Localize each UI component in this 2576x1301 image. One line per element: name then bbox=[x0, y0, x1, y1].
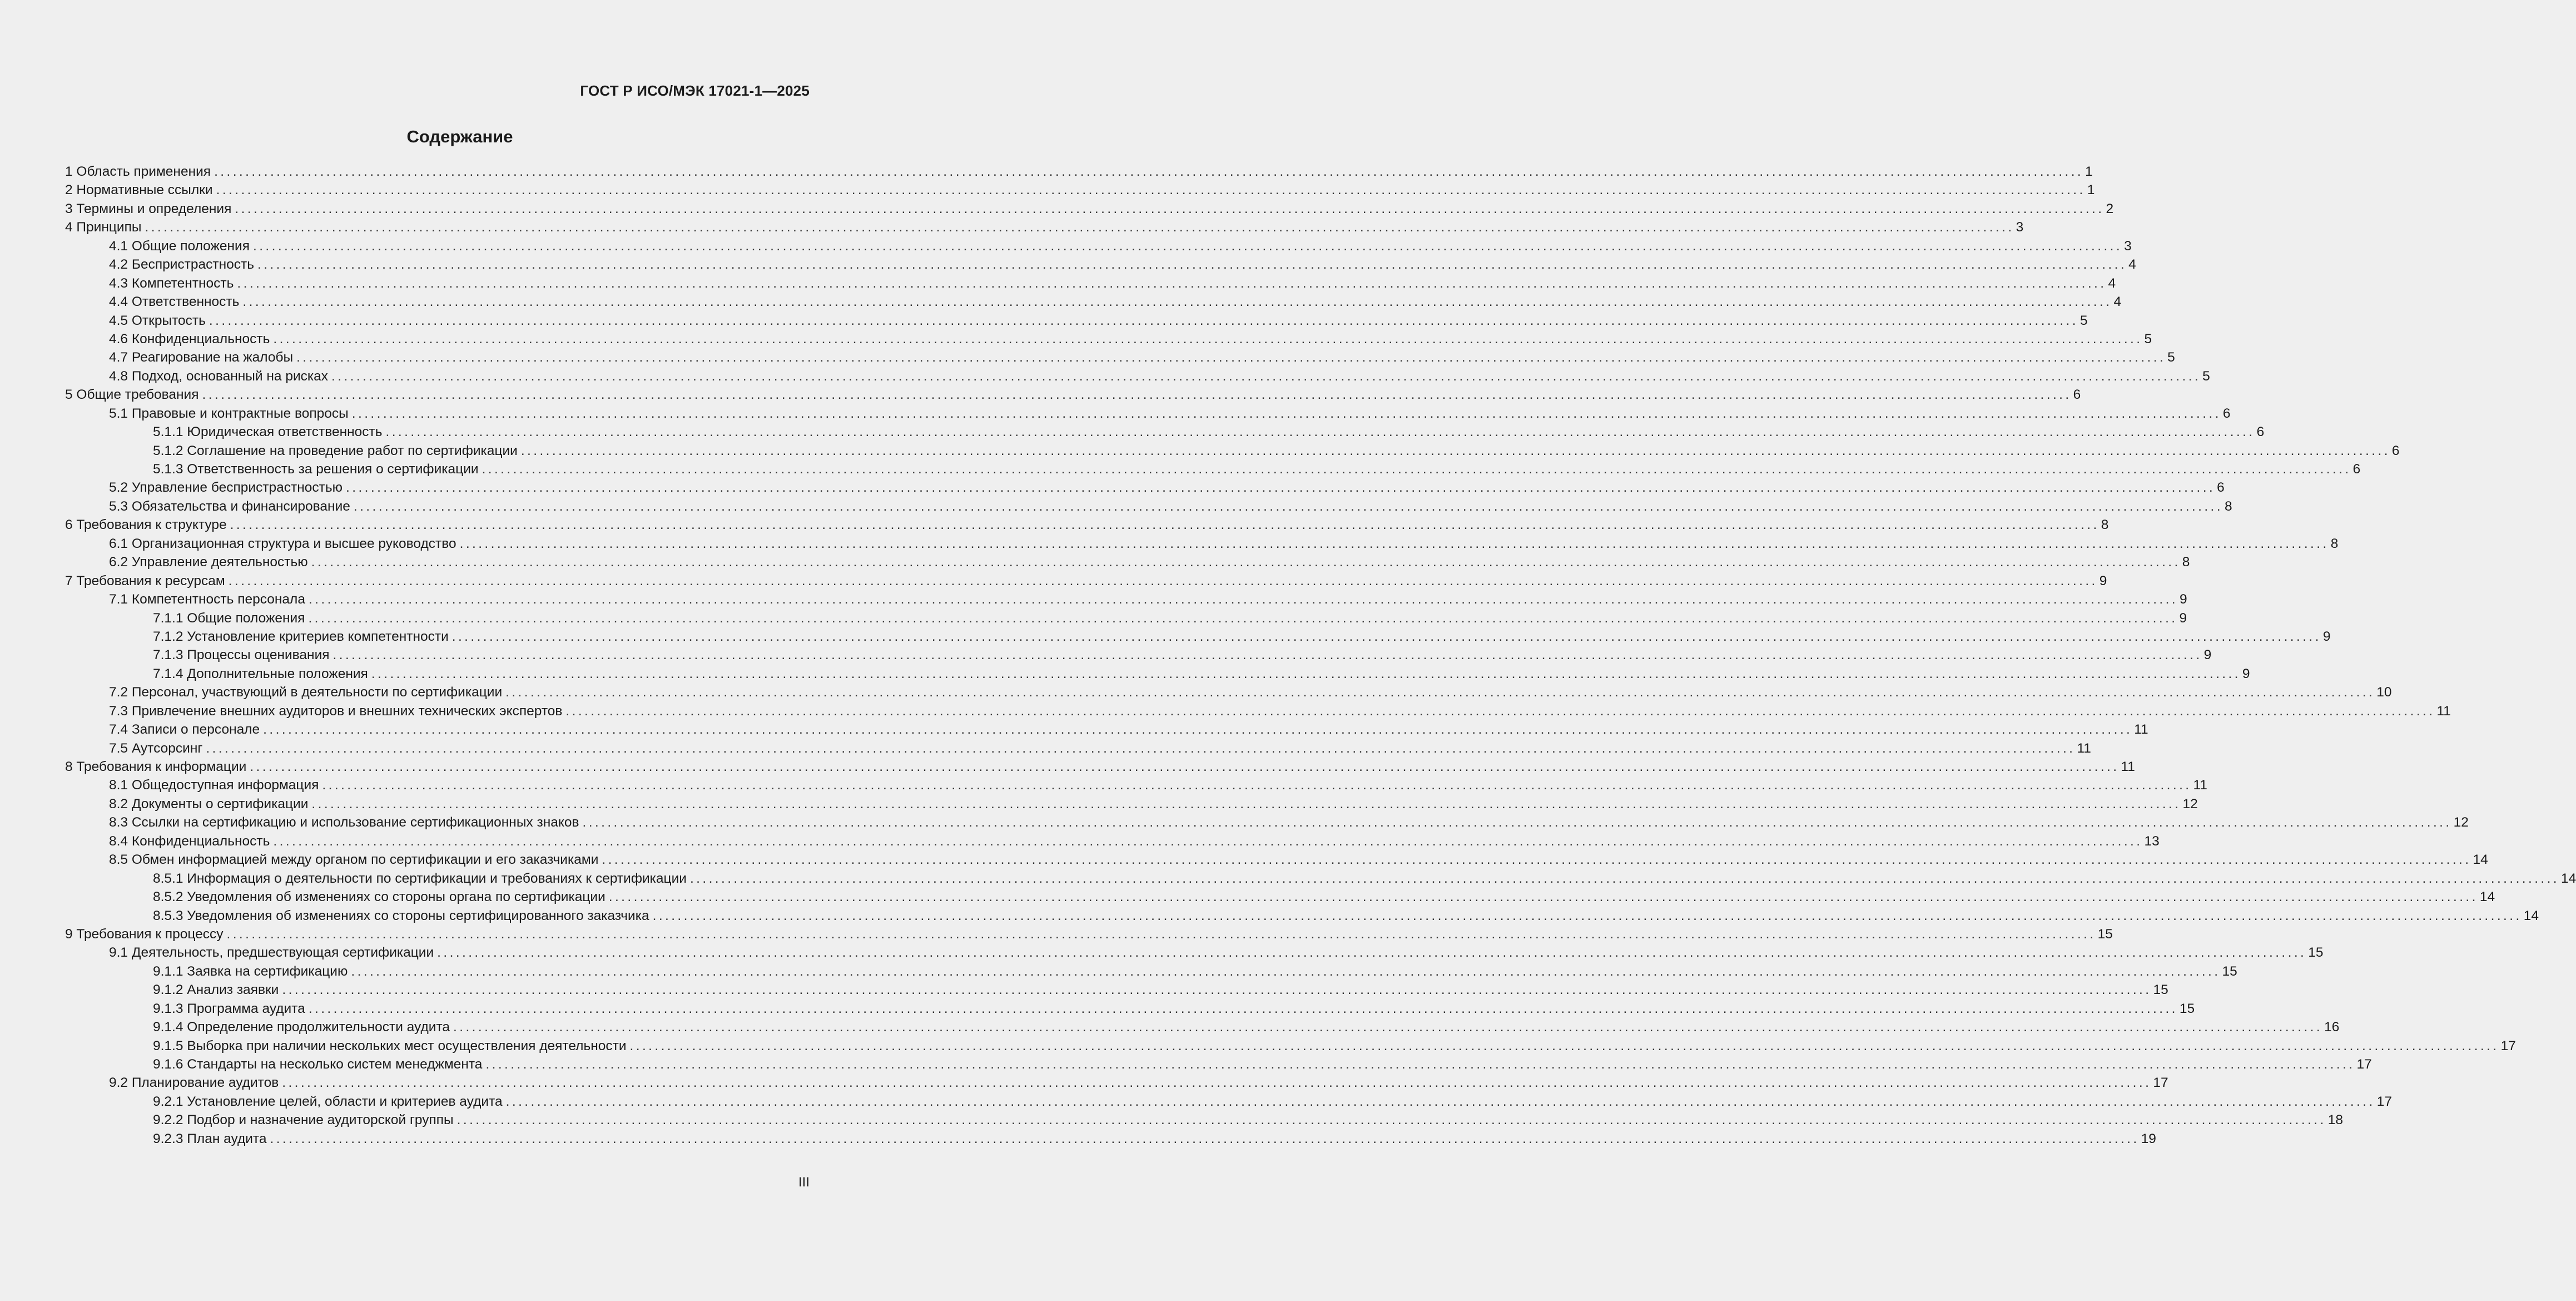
dot-leader: ............................................................................................................................................................................................................................................................................................................ bbox=[257, 257, 2127, 273]
toc-entry-page: 17 bbox=[2356, 1057, 2372, 1072]
toc-entry[interactable] bbox=[65, 665, 2250, 683]
dot-leader: ............................................................................................................................................................................................................................................................................................................ bbox=[282, 1075, 2152, 1091]
toc-entry[interactable] bbox=[65, 181, 2095, 199]
toc-entry-page: 8 bbox=[2182, 555, 2190, 570]
toc-entry-title: 7.1.2 Установление критериев компетентности bbox=[153, 629, 449, 644]
toc-entry[interactable] bbox=[65, 460, 2361, 478]
toc-entry-page: 14 bbox=[2523, 908, 2539, 923]
toc-entry[interactable] bbox=[65, 850, 2488, 869]
toc-entry[interactable] bbox=[65, 1055, 2372, 1074]
toc-entry-title: 1 Область применения bbox=[65, 164, 211, 179]
dot-leader: ............................................................................................................................................................................................................................................................................................................ bbox=[608, 889, 2478, 905]
toc-entry[interactable] bbox=[65, 1018, 2340, 1036]
toc-entry-page: 12 bbox=[2182, 796, 2198, 812]
dot-leader: ............................................................................................................................................................................................................................................................................................................ bbox=[520, 443, 2390, 458]
toc-entry-page: 9 bbox=[2322, 629, 2331, 644]
toc-entry-page: 9 bbox=[2242, 666, 2250, 681]
toc-entry-page: 8 bbox=[2224, 498, 2232, 514]
toc-entry-title: 9.1.1 Заявка на сертификацию bbox=[153, 963, 348, 979]
toc-entry-page: 15 bbox=[2179, 1001, 2195, 1016]
dot-leader: ............................................................................................................................................................................................................................................................................................................ bbox=[282, 982, 2152, 998]
toc-entry-page: 6 bbox=[2073, 387, 2081, 403]
dot-leader: ............................................................................................................................................................................................................................................................................................................ bbox=[485, 1057, 2355, 1072]
dot-leader: ............................................................................................................................................................................................................................................................................................................ bbox=[331, 368, 2201, 384]
toc-entry-title: 7.4 Записи о персонале bbox=[109, 722, 260, 738]
toc-entry[interactable] bbox=[65, 516, 2109, 534]
toc-entry-page: 9 bbox=[2180, 592, 2187, 607]
toc-entry-title: 3 Термины и определения bbox=[65, 201, 232, 216]
toc-entry-title: 7.1.4 Дополнительные положения bbox=[153, 666, 368, 681]
dot-leader: ............................................................................................................................................................................................................................................................................................................ bbox=[602, 852, 2471, 868]
toc-entry-title: 8.1 Общедоступная информация bbox=[109, 778, 319, 793]
toc-entry-title: 4.4 Ответственность bbox=[109, 294, 240, 310]
dot-leader: ............................................................................................................................................................................................................................................................................................................ bbox=[346, 480, 2216, 496]
toc-entry-title: 9.2 Планирование аудитов bbox=[109, 1075, 279, 1091]
toc-entry-page: 4 bbox=[2113, 294, 2122, 310]
toc-entry[interactable] bbox=[65, 1130, 2156, 1148]
toc-entry-page: 19 bbox=[2141, 1131, 2156, 1146]
toc-entry-page: 9 bbox=[2203, 647, 2212, 663]
toc-entry-title: 7.1.3 Процессы оценивания bbox=[153, 647, 330, 663]
dot-leader: ............................................................................................................................................................................................................................................................................................................ bbox=[253, 238, 2123, 254]
dot-leader: ............................................................................................................................................................................................................................................................................................................ bbox=[565, 703, 2435, 719]
toc-entry-page: 18 bbox=[2327, 1112, 2343, 1128]
dot-leader: ............................................................................................................................................................................................................................................................................................................ bbox=[459, 536, 2329, 551]
toc-entry-page: 1 bbox=[2085, 164, 2093, 179]
toc-entry-page: 1 bbox=[2087, 182, 2095, 198]
toc-entry-title: 9.2.1 Установление целей, области и критериев аудита bbox=[153, 1094, 503, 1109]
toc-entry[interactable] bbox=[65, 218, 2024, 236]
toc-entry-page: 6 bbox=[2222, 405, 2231, 421]
dot-leader: ............................................................................................................................................................................................................................................................................................................ bbox=[385, 424, 2255, 440]
toc-entry-page: 4 bbox=[2108, 275, 2116, 291]
toc-entry-title: 5.1.2 Соглашение на проведение работ по сертификации bbox=[153, 443, 518, 458]
toc-entry[interactable] bbox=[65, 348, 2175, 367]
dot-leader: ............................................................................................................................................................................................................................................................................................................ bbox=[371, 666, 2241, 681]
toc-entry[interactable] bbox=[65, 758, 2135, 776]
toc-entry-page: 6 bbox=[2256, 424, 2265, 440]
toc-entry[interactable] bbox=[65, 162, 2093, 181]
dot-leader: ............................................................................................................................................................................................................................................................................................................ bbox=[689, 870, 2560, 886]
dot-leader: ............................................................................................................................................................................................................................................................................................................ bbox=[351, 963, 2221, 979]
toc-entry[interactable] bbox=[65, 646, 2212, 664]
toc-entry-title: 9.2.2 Подбор и назначение аудиторской группы bbox=[153, 1112, 454, 1128]
toc-entry-page: 11 bbox=[2121, 759, 2135, 774]
toc-entry-title: 5.2 Управление беспристрастностью bbox=[109, 480, 343, 496]
toc-entry-page: 5 bbox=[2144, 331, 2152, 347]
toc-entry[interactable] bbox=[65, 720, 2148, 739]
toc-entry[interactable] bbox=[65, 237, 2132, 255]
dot-leader: ............................................................................................................................................................................................................................................................................................................ bbox=[235, 201, 2105, 216]
dot-leader: ............................................................................................................................................................................................................................................................................................................ bbox=[582, 815, 2452, 830]
toc-entry-page: 14 bbox=[2473, 852, 2488, 868]
toc-entry-page: 5 bbox=[2167, 350, 2175, 365]
dot-leader: ............................................................................................................................................................................................................................................................................................................ bbox=[296, 350, 2166, 365]
toc-entry[interactable] bbox=[65, 274, 2116, 293]
dot-leader: ............................................................................................................................................................................................................................................................................................................ bbox=[242, 294, 2112, 310]
toc-entry-title: 9.1.3 Программа аудита bbox=[153, 1001, 305, 1016]
toc-entry-page: 8 bbox=[2101, 517, 2109, 533]
toc-entry-title: 4.7 Реагирование на жалобы bbox=[109, 350, 294, 365]
dot-leader: ............................................................................................................................................................................................................................................................................................................ bbox=[216, 182, 2086, 198]
toc-entry-title: 4.3 Компетентность bbox=[109, 275, 234, 291]
toc-entry-page: 6 bbox=[2391, 443, 2400, 458]
toc-entry[interactable] bbox=[65, 627, 2331, 646]
toc-entry-title: 5.3 Обязательства и финансирование bbox=[109, 498, 350, 514]
toc-entry-title: 9.1.4 Определение продолжительности аудита bbox=[153, 1020, 450, 1035]
toc-entry-title: 8.3 Ссылки на сертификацию и использование сертификационных знаков bbox=[109, 815, 579, 830]
toc-entry[interactable] bbox=[65, 553, 2190, 571]
toc-entry-title: 6.2 Управление деятельностью bbox=[109, 555, 308, 570]
toc-entry-title: 5.1.1 Юридическая ответственность bbox=[153, 424, 383, 440]
toc-entry[interactable] bbox=[65, 869, 2576, 888]
toc-entry-page: 13 bbox=[2144, 833, 2160, 849]
toc-entry-page: 10 bbox=[2376, 685, 2392, 700]
toc-entry[interactable] bbox=[65, 776, 2207, 794]
toc-entry-title: 4 Принципы bbox=[65, 220, 142, 235]
toc-entry-page: 6 bbox=[2352, 462, 2361, 477]
toc-entry[interactable] bbox=[65, 478, 2225, 497]
dot-leader: ............................................................................................................................................................................................................................................................................................................ bbox=[308, 610, 2178, 626]
toc-entry[interactable] bbox=[65, 572, 2107, 590]
dot-leader: ............................................................................................................................................................................................................................................................................................................ bbox=[353, 498, 2223, 514]
toc-entry-page: 11 bbox=[2436, 703, 2451, 719]
dot-leader: ............................................................................................................................................................................................................................................................................................................ bbox=[263, 722, 2133, 738]
toc-entry-page: 9 bbox=[2099, 573, 2107, 588]
toc-title: Содержание bbox=[406, 127, 513, 146]
toc-entry-title: 9.1.5 Выборка при наличии нескольких мест осуществления деятельности bbox=[153, 1038, 627, 1053]
toc-entry-title: 4.1 Общие положения bbox=[109, 238, 250, 254]
toc-entry-page: 2 bbox=[2106, 201, 2114, 216]
dot-leader: ............................................................................................................................................................................................................................................................................................................ bbox=[209, 313, 2078, 328]
toc-entry-title: 8.5.1 Информация о деятельности по сертификации и требованиях к сертификации bbox=[153, 870, 687, 886]
toc-entry-title: 7.2 Персонал, участвующий в деятельности по сертификации bbox=[109, 685, 503, 700]
toc-entry-title: 9 Требования к процессу bbox=[65, 926, 224, 942]
toc-entry-page: 5 bbox=[2079, 313, 2088, 328]
dot-leader: ............................................................................................................................................................................................................................................................................................................ bbox=[206, 740, 2076, 756]
toc-entry-title: 4.5 Открытость bbox=[109, 313, 206, 328]
toc-entry-page: 12 bbox=[2453, 815, 2469, 830]
toc-entry-title: 4.2 Беспристрастность bbox=[109, 257, 254, 273]
toc-entry-page: 11 bbox=[2193, 778, 2207, 793]
toc-entry-title: 4.8 Подход, основанный на рисках bbox=[109, 368, 329, 384]
dot-leader: ............................................................................................................................................................................................................................................................................................................ bbox=[311, 796, 2181, 812]
toc-entry-page: 17 bbox=[2153, 1075, 2168, 1091]
toc-entry-page: 15 bbox=[2097, 926, 2113, 942]
toc-entry[interactable] bbox=[65, 739, 2091, 758]
dot-leader: ............................................................................................................................................................................................................................................................................................................ bbox=[308, 1001, 2178, 1016]
toc-entry[interactable] bbox=[65, 795, 2198, 813]
dot-leader: ............................................................................................................................................................................................................................................................................................................ bbox=[456, 1112, 2326, 1128]
toc-entry[interactable] bbox=[65, 311, 2088, 330]
toc-entry-page: 3 bbox=[2124, 238, 2132, 254]
toc-entry-title: 9.1.6 Стандарты на несколько систем менеджмента bbox=[153, 1057, 483, 1072]
dot-leader: ............................................................................................................................................................................................................................................................................................................ bbox=[250, 759, 2120, 774]
toc-entry[interactable] bbox=[65, 962, 2237, 981]
toc-entry-title: 7.3 Привлечение внешних аудиторов и внешних технических экспертов bbox=[109, 703, 563, 719]
dot-leader: ............................................................................................................................................................................................................................................................................................................ bbox=[451, 629, 2321, 644]
table-of-contents bbox=[65, 162, 2576, 1148]
toc-entry-title: 2 Нормативные ссылки bbox=[65, 182, 213, 198]
toc-entry-page: 17 bbox=[2500, 1038, 2516, 1053]
toc-entry-title: 8 Требования к информации bbox=[65, 759, 247, 774]
dot-leader: ............................................................................................................................................................................................................................................................................................................ bbox=[629, 1038, 2499, 1053]
toc-entry[interactable] bbox=[65, 330, 2152, 348]
toc-entry-title: 6 Требования к структуре bbox=[65, 517, 227, 533]
dot-leader: ............................................................................................................................................................................................................................................................................................................ bbox=[332, 647, 2202, 663]
toc-entry[interactable] bbox=[65, 832, 2160, 850]
toc-entry-title: 4.6 Конфиденциальность bbox=[109, 331, 270, 347]
toc-entry[interactable] bbox=[65, 943, 2324, 962]
dot-leader: ............................................................................................................................................................................................................................................................................................................ bbox=[311, 555, 2181, 570]
dot-leader: ............................................................................................................................................................................................................................................................................................................ bbox=[322, 778, 2192, 793]
toc-entry-page: 16 bbox=[2324, 1020, 2340, 1035]
toc-entry-page: 11 bbox=[2077, 740, 2091, 756]
toc-entry-title: 8.5.2 Уведомления об изменениях со стороны органа по сертификации bbox=[153, 889, 605, 905]
toc-entry[interactable] bbox=[65, 888, 2495, 906]
toc-entry[interactable] bbox=[65, 367, 2210, 385]
toc-entry-page: 14 bbox=[2561, 870, 2576, 886]
toc-entry-page: 15 bbox=[2153, 982, 2168, 998]
toc-entry[interactable] bbox=[65, 404, 2231, 423]
toc-entry[interactable] bbox=[65, 925, 2113, 943]
toc-entry[interactable] bbox=[65, 442, 2400, 460]
toc-entry[interactable] bbox=[65, 423, 2265, 441]
toc-entry-page: 15 bbox=[2308, 945, 2324, 961]
toc-entry-title: 9.1 Деятельность, предшествующая сертификации bbox=[109, 945, 434, 961]
toc-entry[interactable] bbox=[65, 255, 2136, 274]
dot-leader: ............................................................................................................................................................................................................................................................................................................ bbox=[214, 164, 2084, 179]
toc-entry[interactable] bbox=[65, 1074, 2168, 1092]
dot-leader: ............................................................................................................................................................................................................................................................................................................ bbox=[237, 275, 2107, 291]
toc-entry[interactable] bbox=[65, 535, 2339, 553]
toc-entry-title: 8.5.3 Уведомления об изменениях со стороны сертифицированного заказчика bbox=[153, 908, 649, 923]
toc-entry-page: 6 bbox=[2217, 480, 2225, 496]
toc-entry-page: 11 bbox=[2134, 722, 2148, 738]
toc-entry-title: 8.2 Документы о сертификации bbox=[109, 796, 309, 812]
toc-entry-page: 3 bbox=[2016, 220, 2024, 235]
toc-entry[interactable] bbox=[65, 385, 2081, 404]
toc-entry-title: 5.1.3 Ответственность за решения о сертификации bbox=[153, 462, 479, 477]
toc-entry[interactable] bbox=[65, 497, 2232, 516]
toc-entry-page: 4 bbox=[2128, 257, 2136, 273]
toc-entry-title: 6.1 Организационная структура и высшее руководство bbox=[109, 536, 456, 551]
toc-entry[interactable] bbox=[65, 200, 2114, 218]
dot-leader: ............................................................................................................................................................................................................................................................................................................ bbox=[228, 573, 2098, 588]
dot-leader: ............................................................................................................................................................................................................................................................................................................ bbox=[202, 387, 2072, 403]
toc-entry-title: 7.5 Аутсорсинг bbox=[109, 740, 203, 756]
dot-leader: ............................................................................................................................................................................................................................................................................................................ bbox=[437, 945, 2307, 961]
dot-leader: ............................................................................................................................................................................................................................................................................................................ bbox=[351, 405, 2221, 421]
toc-entry-title: 8.4 Конфиденциальность bbox=[109, 833, 270, 849]
dot-leader: ............................................................................................................................................................................................................................................................................................................ bbox=[226, 926, 2096, 942]
dot-leader: ............................................................................................................................................................................................................................................................................................................ bbox=[652, 908, 2522, 923]
toc-entry[interactable] bbox=[65, 1111, 2343, 1129]
toc-entry-title: 8.5 Обмен информацией между органом по сертификации и его заказчиками bbox=[109, 852, 599, 868]
toc-entry-title: 7.1 Компетентность персонала bbox=[109, 592, 305, 607]
toc-entry-page: 15 bbox=[2222, 963, 2237, 979]
toc-entry[interactable] bbox=[65, 813, 2469, 832]
toc-entry-page: 8 bbox=[2330, 536, 2339, 551]
toc-entry[interactable] bbox=[65, 683, 2392, 701]
toc-entry-title: 9.1.2 Анализ заявки bbox=[153, 982, 279, 998]
dot-leader: ............................................................................................................................................................................................................................................................................................................ bbox=[453, 1020, 2323, 1035]
toc-entry[interactable] bbox=[65, 1092, 2392, 1111]
toc-entry-title: 7.1.1 Общие положения bbox=[153, 610, 305, 626]
toc-entry[interactable] bbox=[65, 907, 2539, 925]
toc-entry[interactable] bbox=[65, 590, 2187, 609]
toc-entry-page: 14 bbox=[2479, 889, 2495, 905]
dot-leader: ............................................................................................................................................................................................................................................................................................................ bbox=[273, 833, 2143, 849]
toc-entry-title: 9.2.3 План аудита bbox=[153, 1131, 267, 1146]
dot-leader: ............................................................................................................................................................................................................................................................................................................ bbox=[273, 331, 2143, 347]
toc-entry-title: 7 Требования к ресурсам bbox=[65, 573, 225, 588]
toc-entry-title: 5 Общие требования bbox=[65, 387, 199, 403]
toc-entry[interactable] bbox=[65, 702, 2451, 720]
toc-entry-title: 5.1 Правовые и контрактные вопросы bbox=[109, 405, 349, 421]
toc-entry[interactable] bbox=[65, 1037, 2516, 1055]
toc-entry[interactable] bbox=[65, 293, 2122, 311]
toc-entry-page: 17 bbox=[2376, 1094, 2392, 1109]
toc-entry-page: 9 bbox=[2179, 610, 2187, 626]
dot-leader: ............................................................................................................................................................................................................................................................................................................ bbox=[505, 685, 2375, 700]
dot-leader: ............................................................................................................................................................................................................................................................................................................ bbox=[230, 517, 2099, 533]
toc-entry-page: 5 bbox=[2202, 368, 2210, 384]
toc-entry[interactable] bbox=[65, 609, 2187, 627]
dot-leader: ............................................................................................................................................................................................................................................................................................................ bbox=[270, 1131, 2140, 1146]
document-header-id: ГОСТ Р ИСО/МЭК 17021-1—2025 bbox=[580, 82, 810, 99]
toc-entry[interactable] bbox=[65, 1000, 2195, 1018]
toc-entry[interactable] bbox=[65, 981, 2168, 999]
dot-leader: ............................................................................................................................................................................................................................................................................................................ bbox=[482, 462, 2351, 477]
dot-leader: ............................................................................................................................................................................................................................................................................................................ bbox=[505, 1094, 2375, 1109]
dot-leader: ............................................................................................................................................................................................................................................................................................................ bbox=[308, 592, 2178, 607]
page-number: III bbox=[798, 1175, 810, 1190]
dot-leader: ............................................................................................................................................................................................................................................................................................................ bbox=[145, 220, 2014, 235]
